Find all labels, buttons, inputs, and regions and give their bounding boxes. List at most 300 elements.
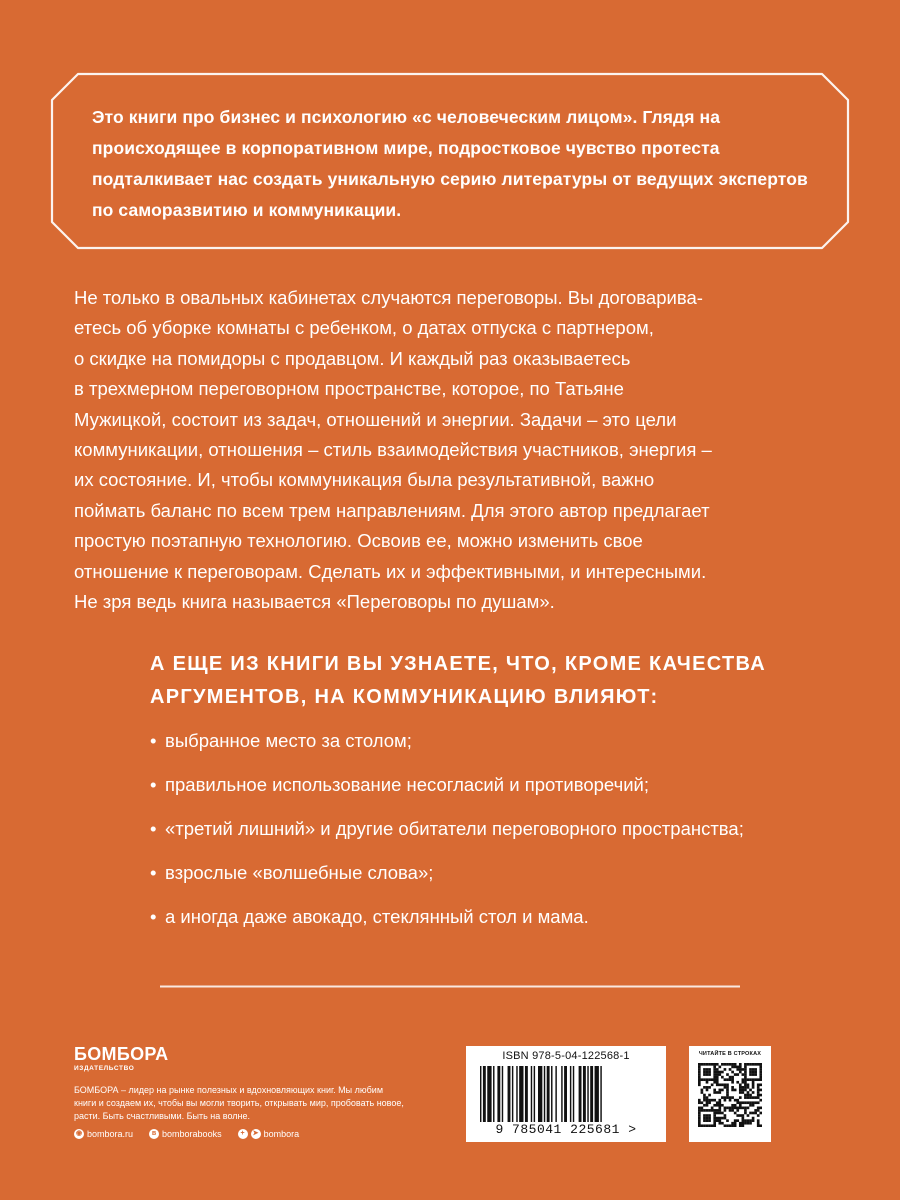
qr-module [747,1063,750,1066]
qr-module [734,1107,737,1110]
qr-module [706,1063,709,1066]
qr-module [734,1104,737,1107]
qr-module [739,1124,742,1127]
qr-module [731,1089,734,1092]
qr-module [711,1099,714,1102]
qr-module [731,1081,734,1084]
influence-list [150,726,850,946]
publisher-description: БОМБОРА – лидер на рынке полезных и вдохновляющих книг. Мы любим книги и создаем их, чтобы вы могли творить, открывать мир, пробовать новое, расти. Быть счастливыми. Быть на волне. [74,1085,404,1121]
description-line: их состояние. И, чтобы коммуникация была результативной, важно [74,469,655,491]
qr-module [716,1073,719,1076]
barcode-bar [531,1066,532,1122]
qr-module [716,1068,719,1071]
qr-module [716,1119,719,1122]
qr-module [734,1073,737,1076]
qr-module [757,1091,760,1094]
qr-module [731,1086,734,1089]
barcode-bar [570,1066,571,1122]
qr-module [744,1078,747,1081]
qr-module [724,1124,727,1127]
qr-module [718,1091,721,1094]
barcode-bar [561,1066,562,1122]
barcode-bar [483,1066,486,1122]
qr-module [701,1109,704,1112]
description-line: Мужицкой, состоит из задач, отношений и энергии. Задачи – это цели [74,408,677,430]
barcode-bar [538,1066,542,1122]
qr-module [718,1066,721,1069]
qr-module [716,1101,719,1104]
qr-module [726,1094,729,1097]
list-item [150,814,745,844]
qr-module [726,1119,729,1122]
barcode-bar [587,1066,588,1122]
series-description-text: Это книги про бизнес и психологию «с человеческим лицом». Глядя на происходящее в корпоративном мире, подростковое чувство протеста подталкивает нас создать уникальную серию литературы от ведущих экспертов по саморазвитию и коммуникации. [92,107,808,220]
qr-module [703,1114,706,1117]
qr-module [749,1073,752,1076]
qr-module [708,1099,711,1102]
qr-module [734,1124,737,1127]
qr-module [713,1114,716,1117]
qr-module [757,1086,760,1089]
qr-module [726,1096,729,1099]
qr-module [716,1076,719,1079]
qr-module [701,1091,704,1094]
qr-module [724,1109,727,1112]
qr-module [744,1119,747,1122]
qr-module [754,1112,757,1115]
list-item [150,858,850,888]
description-line: поймать баланс по всем трем направлениям. Для этого автор предлагает [74,499,710,521]
qr-module [713,1071,716,1074]
barcode-bar [487,1066,491,1122]
qr-module [708,1101,711,1104]
qr-module [698,1099,701,1102]
bullet-icon: • [150,730,157,751]
qr-module [752,1086,755,1089]
qr-module [742,1086,745,1089]
barcode-bar [497,1066,500,1122]
qr-module [731,1071,734,1074]
qr-module [703,1094,706,1097]
qr-module [749,1094,752,1097]
barcode-bar [493,1066,494,1122]
qr-module [744,1086,747,1089]
qr-module [713,1119,716,1122]
qr-module [742,1089,745,1092]
qr-module [742,1117,745,1120]
qr-module [698,1122,701,1125]
qr-module [706,1068,709,1071]
qr-module [757,1063,760,1066]
qr-module [736,1101,739,1104]
qr-module [739,1096,742,1099]
qr-module [752,1091,755,1094]
social-label: bombora [263,1129,300,1139]
qr-module [742,1122,745,1125]
qr-module [757,1101,760,1104]
qr-module [739,1114,742,1117]
qr-module [729,1109,732,1112]
qr-module [701,1078,704,1081]
qr-module [711,1109,714,1112]
qr-module [708,1068,711,1071]
qr-module [698,1066,701,1069]
qr-module [747,1083,750,1086]
qr-module [701,1124,704,1127]
qr-module [698,1078,701,1081]
qr-module [747,1101,750,1104]
qr-module [708,1109,711,1112]
qr-module [708,1114,711,1117]
qr-module [742,1091,745,1094]
qr-module [754,1109,757,1112]
qr-module [731,1104,734,1107]
qr-module [724,1099,727,1102]
qr-module [754,1068,757,1071]
qr-module [706,1081,709,1084]
qr-module [703,1117,706,1120]
qr-module [747,1086,750,1089]
qr-module [713,1109,716,1112]
barcode-bar [555,1066,556,1122]
qr-module [698,1068,701,1071]
qr-module [698,1083,701,1086]
social-link-site[interactable] [74,1129,133,1139]
list-item [150,726,850,756]
qr-module [744,1089,747,1092]
qr-module [721,1096,724,1099]
qr-module [706,1099,709,1102]
qr-module [698,1071,701,1074]
qr-module [701,1107,704,1110]
qr-module [736,1107,739,1110]
qr-module [724,1063,727,1066]
qr-module [711,1078,714,1081]
qr-module [731,1076,734,1079]
qr-module [716,1071,719,1074]
qr-module [729,1078,732,1081]
qr-module [708,1063,711,1066]
publisher-block [74,1045,424,1139]
qr-module [708,1086,711,1089]
description-line: отношение к переговорам. Сделать их и эффективными, и интересными. [74,560,707,582]
description-line: о скидке на помидоры с продавцом. И каждый раз оказываетесь [74,347,631,369]
qr-module [721,1104,724,1107]
list-item-text: «третий лишний» и другие обитатели переговорного пространства; [165,818,744,839]
qr-module [747,1094,750,1097]
qr-module [731,1122,734,1125]
qr-module [739,1071,742,1074]
qr-module [706,1119,709,1122]
qr-module [742,1068,745,1071]
qr-module [708,1124,711,1127]
qr-module [726,1086,729,1089]
qr-module [744,1083,747,1086]
qr-module [703,1104,706,1107]
qr-module [706,1117,709,1120]
qr-module [752,1071,755,1074]
qr-module [698,1114,701,1117]
qr-module [752,1096,755,1099]
barcode-bar [583,1066,586,1122]
qr-module [742,1124,745,1127]
qr-module [736,1081,739,1084]
list-item [150,902,850,932]
qr-code[interactable] [698,1063,762,1127]
qr-module [734,1099,737,1102]
qr-module [752,1104,755,1107]
qr-module [752,1117,755,1120]
barcode-bar [519,1066,523,1122]
qr-module [739,1104,742,1107]
qr-module [729,1068,732,1071]
qr-module [716,1083,719,1086]
qr-module [706,1096,709,1099]
qr-module [698,1107,701,1110]
qr-module [744,1096,747,1099]
qr-module [734,1089,737,1092]
qr-module [718,1101,721,1104]
qr-module [721,1076,724,1079]
qr-module [749,1071,752,1074]
qr-module [757,1124,760,1127]
qr-module [744,1063,747,1066]
qr-module [731,1078,734,1081]
barcode-bar [579,1066,582,1122]
qr-module [721,1083,724,1086]
qr-module [713,1078,716,1081]
barcode-bar [573,1066,574,1122]
qr-module [701,1089,704,1092]
qr-module [726,1073,729,1076]
qr-module [754,1101,757,1104]
description-line: етесь об уборке комнаты с ребенком, о датах отпуска с партнером, [74,317,654,339]
barcode-bar [590,1066,593,1122]
qr-module [718,1109,721,1112]
qr-module [726,1089,729,1092]
qr-module [698,1081,701,1084]
qr-module [759,1107,762,1110]
qr-module [742,1073,745,1076]
framed-series-description [50,72,850,250]
qr-module [711,1107,714,1110]
qr-module [716,1078,719,1081]
qr-module [713,1066,716,1069]
qr-module [759,1076,762,1079]
qr-module [724,1068,727,1071]
qr-module [716,1091,719,1094]
list-item [150,770,850,800]
qr-module [726,1124,729,1127]
qr-module [721,1117,724,1120]
qr-module [726,1107,729,1110]
qr-module [698,1076,701,1079]
qr-module [721,1071,724,1074]
qr-module [744,1109,747,1112]
qr-module [718,1089,721,1092]
qr-module [713,1112,716,1115]
qr-module [757,1109,760,1112]
qr-module [731,1109,734,1112]
qr-module [713,1068,716,1071]
qr-module [742,1119,745,1122]
qr-module [744,1122,747,1125]
qr-module [752,1083,755,1086]
divider-line [160,985,740,988]
qr-module [734,1063,737,1066]
qr-module [744,1107,747,1110]
qr-module [739,1101,742,1104]
qr-module [759,1112,762,1115]
qr-module [724,1114,727,1117]
qr-module [747,1091,750,1094]
qr-module [749,1112,752,1115]
qr-module [698,1073,701,1076]
qr-module [716,1104,719,1107]
qr-module [706,1124,709,1127]
qr-module [708,1071,711,1074]
qr-module [736,1114,739,1117]
bullet-icon: • [150,818,157,839]
qr-module [711,1124,714,1127]
qr-module [726,1083,729,1086]
qr-module [747,1078,750,1081]
qr-module [739,1068,742,1071]
qr-module [729,1107,732,1110]
list-item-text: взрослые «волшебные слова»; [165,862,434,883]
list-item-text: а иногда даже авокадо, стеклянный стол и мама. [165,906,589,927]
qr-module [708,1094,711,1097]
social-link-vk[interactable] [149,1129,222,1139]
qr-module [734,1066,737,1069]
qr-module [706,1109,709,1112]
qr-module [752,1119,755,1122]
plus-icon: + [238,1129,248,1139]
barcode-bars [478,1066,654,1122]
qr-module [701,1101,704,1104]
qr-module [744,1094,747,1097]
social-link-telegram[interactable] [238,1129,300,1139]
description-line: коммуникации, отношения – стиль взаимодействия участников, энергия – [74,439,712,461]
qr-module [706,1104,709,1107]
qr-module [759,1071,762,1074]
qr-module [713,1063,716,1066]
barcode-bar [564,1066,567,1122]
qr-module [724,1107,727,1110]
qr-module [739,1086,742,1089]
globe-icon: ◉ [75,1130,83,1137]
qr-module [747,1114,750,1117]
qr-module [729,1124,732,1127]
bullet-icon: • [150,774,157,795]
qr-module [749,1122,752,1125]
qr-module [731,1066,734,1069]
qr-module [724,1078,727,1081]
qr-module [749,1096,752,1099]
qr-module [718,1119,721,1122]
qr-module [708,1119,711,1122]
publisher-logo: БОМБОРА [74,1044,169,1064]
barcode-bar [600,1066,601,1122]
qr-module [734,1112,737,1115]
qr-module [739,1107,742,1110]
qr-module [759,1089,762,1092]
qr-module [759,1068,762,1071]
qr-module [718,1112,721,1115]
qr-module [742,1101,745,1104]
barcode-digits: 9 785041 225681 > [495,1122,637,1137]
qr-module [749,1104,752,1107]
publisher-logo-subtitle: ИЗДАТЕЛЬСТВО [74,1065,135,1072]
qr-module [754,1073,757,1076]
barcode-bar [551,1066,552,1122]
qr-module [706,1078,709,1081]
qr-module [757,1122,760,1125]
qr-module [718,1083,721,1086]
qr-module [734,1119,737,1122]
qr-module [698,1119,701,1122]
isbn-label: ISBN 978-5-04-122568-1 [502,1050,630,1062]
qr-module [739,1083,742,1086]
qr-module [752,1063,755,1066]
qr-module [716,1109,719,1112]
qr-module [718,1122,721,1125]
qr-module [703,1063,706,1066]
qr-module [731,1124,734,1127]
qr-module [708,1117,711,1120]
qr-module [759,1073,762,1076]
qr-module [759,1063,762,1066]
qr-module [718,1099,721,1102]
qr-module [739,1091,742,1094]
qr-module [706,1114,709,1117]
qr-module [736,1073,739,1076]
qr-module [703,1099,706,1102]
qr-module [739,1089,742,1092]
qr-module [731,1096,734,1099]
qr-module [744,1081,747,1084]
barcode-bar [480,1066,481,1122]
qr-module [759,1094,762,1097]
qr-module [698,1124,701,1127]
qr-module [744,1101,747,1104]
qr-module [729,1099,732,1102]
qr-module [698,1117,701,1120]
qr-module [752,1101,755,1104]
qr-module [713,1081,716,1084]
social-links [74,1129,424,1139]
qr-module [721,1089,724,1092]
qr-module [711,1083,714,1086]
qr-module [754,1071,757,1074]
telegram-icon: ➤ [251,1129,261,1139]
book-description [74,283,844,617]
qr-module [724,1083,727,1086]
qr-module [711,1063,714,1066]
qr-module [739,1122,742,1125]
qr-module [713,1089,716,1092]
qr-module [716,1081,719,1084]
barcode-bar [516,1066,517,1122]
qr-module [754,1063,757,1066]
qr-module [747,1096,750,1099]
qr-module [703,1073,706,1076]
qr-module [713,1073,716,1076]
qr-module [721,1112,724,1115]
description-line: Не только в овальных кабинетах случаются переговоры. Вы договарива- [74,287,703,308]
qr-module [713,1117,716,1120]
qr-module [718,1104,721,1107]
